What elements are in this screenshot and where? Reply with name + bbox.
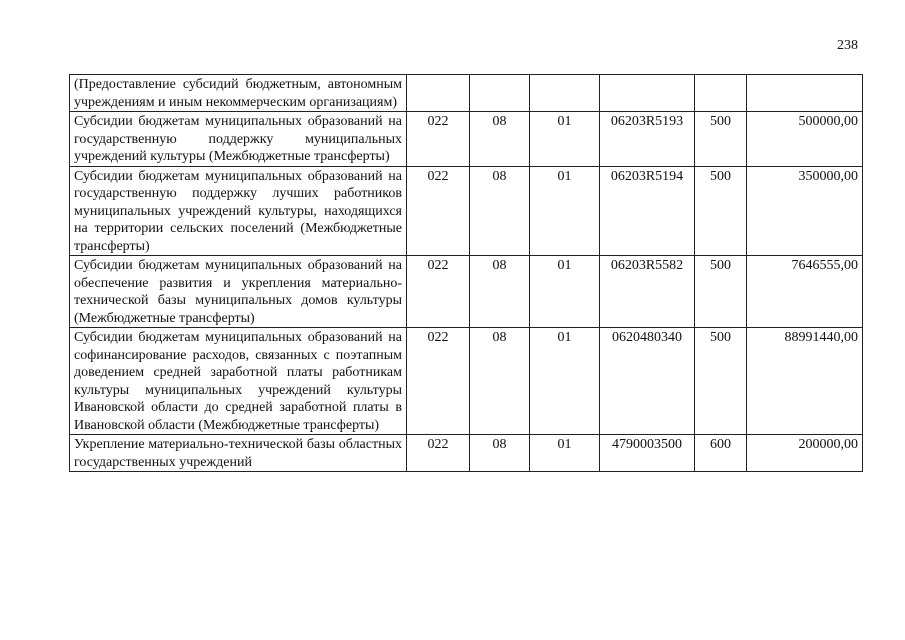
target-article-cell: 0620480340 xyxy=(600,328,695,435)
row-name-cell: Субсидии бюджетам муниципальных образований на государственную поддержку муниципальных учреждений культуры (Межбюджетные трансферты) xyxy=(70,112,407,167)
section-cell xyxy=(470,75,530,112)
target-article-cell xyxy=(600,75,695,112)
row-name-cell: Субсидии бюджетам муниципальных образований на обеспечение развития и укрепления материально-технической базы муниципальных домов культуры (Межбюджетные трансферты) xyxy=(70,256,407,328)
target-article-cell: 06203R5582 xyxy=(600,256,695,328)
target-article-cell: 06203R5193 xyxy=(600,112,695,167)
row-name-cell: Укрепление материально-технической базы областных государственных учреждений xyxy=(70,435,407,472)
section-cell: 08 xyxy=(470,256,530,328)
target-article-cell: 06203R5194 xyxy=(600,166,695,256)
amount-cell xyxy=(747,75,863,112)
table-row xyxy=(70,75,863,112)
section-cell: 08 xyxy=(470,435,530,472)
budget-table xyxy=(69,74,863,472)
row-name-cell: Субсидии бюджетам муниципальных образований на государственную поддержку лучших работников муниципальных учреждений культуры, находящихся на территории сельских поселений (Межбюджетные трансферты) xyxy=(70,166,407,256)
ved-cell: 022 xyxy=(407,328,470,435)
expense-type-cell: 600 xyxy=(695,435,747,472)
table-row xyxy=(70,435,863,472)
table-row xyxy=(70,112,863,167)
ved-cell: 022 xyxy=(407,256,470,328)
subsection-cell: 01 xyxy=(530,166,600,256)
section-cell: 08 xyxy=(470,328,530,435)
amount-cell: 500000,00 xyxy=(747,112,863,167)
expense-type-cell: 500 xyxy=(695,328,747,435)
ved-cell xyxy=(407,75,470,112)
table-row xyxy=(70,328,863,435)
ved-cell: 022 xyxy=(407,166,470,256)
subsection-cell: 01 xyxy=(530,435,600,472)
table-row xyxy=(70,166,863,256)
table-row xyxy=(70,256,863,328)
target-article-cell: 4790003500 xyxy=(600,435,695,472)
expense-type-cell: 500 xyxy=(695,166,747,256)
subsection-cell: 01 xyxy=(530,112,600,167)
subsection-cell: 01 xyxy=(530,328,600,435)
subsection-cell xyxy=(530,75,600,112)
amount-cell: 350000,00 xyxy=(747,166,863,256)
section-cell: 08 xyxy=(470,112,530,167)
section-cell: 08 xyxy=(470,166,530,256)
amount-cell: 7646555,00 xyxy=(747,256,863,328)
page-number: 238 xyxy=(837,38,858,53)
expense-type-cell: 500 xyxy=(695,112,747,167)
amount-cell: 88991440,00 xyxy=(747,328,863,435)
row-name-cell: (Предоставление субсидий бюджетным, автономным учреждениям и иным некоммерческим организациям) xyxy=(70,75,407,112)
ved-cell: 022 xyxy=(407,435,470,472)
amount-cell: 200000,00 xyxy=(747,435,863,472)
subsection-cell: 01 xyxy=(530,256,600,328)
ved-cell: 022 xyxy=(407,112,470,167)
row-name-cell: Субсидии бюджетам муниципальных образований на софинансирование расходов, связанных с поэтапным доведением средней заработной платы работникам культуры муниципальных учреждений культуры Ивановской области до средней заработной платы в Ивановской области (Межбюджетные трансферты) xyxy=(70,328,407,435)
expense-type-cell xyxy=(695,75,747,112)
expense-type-cell: 500 xyxy=(695,256,747,328)
